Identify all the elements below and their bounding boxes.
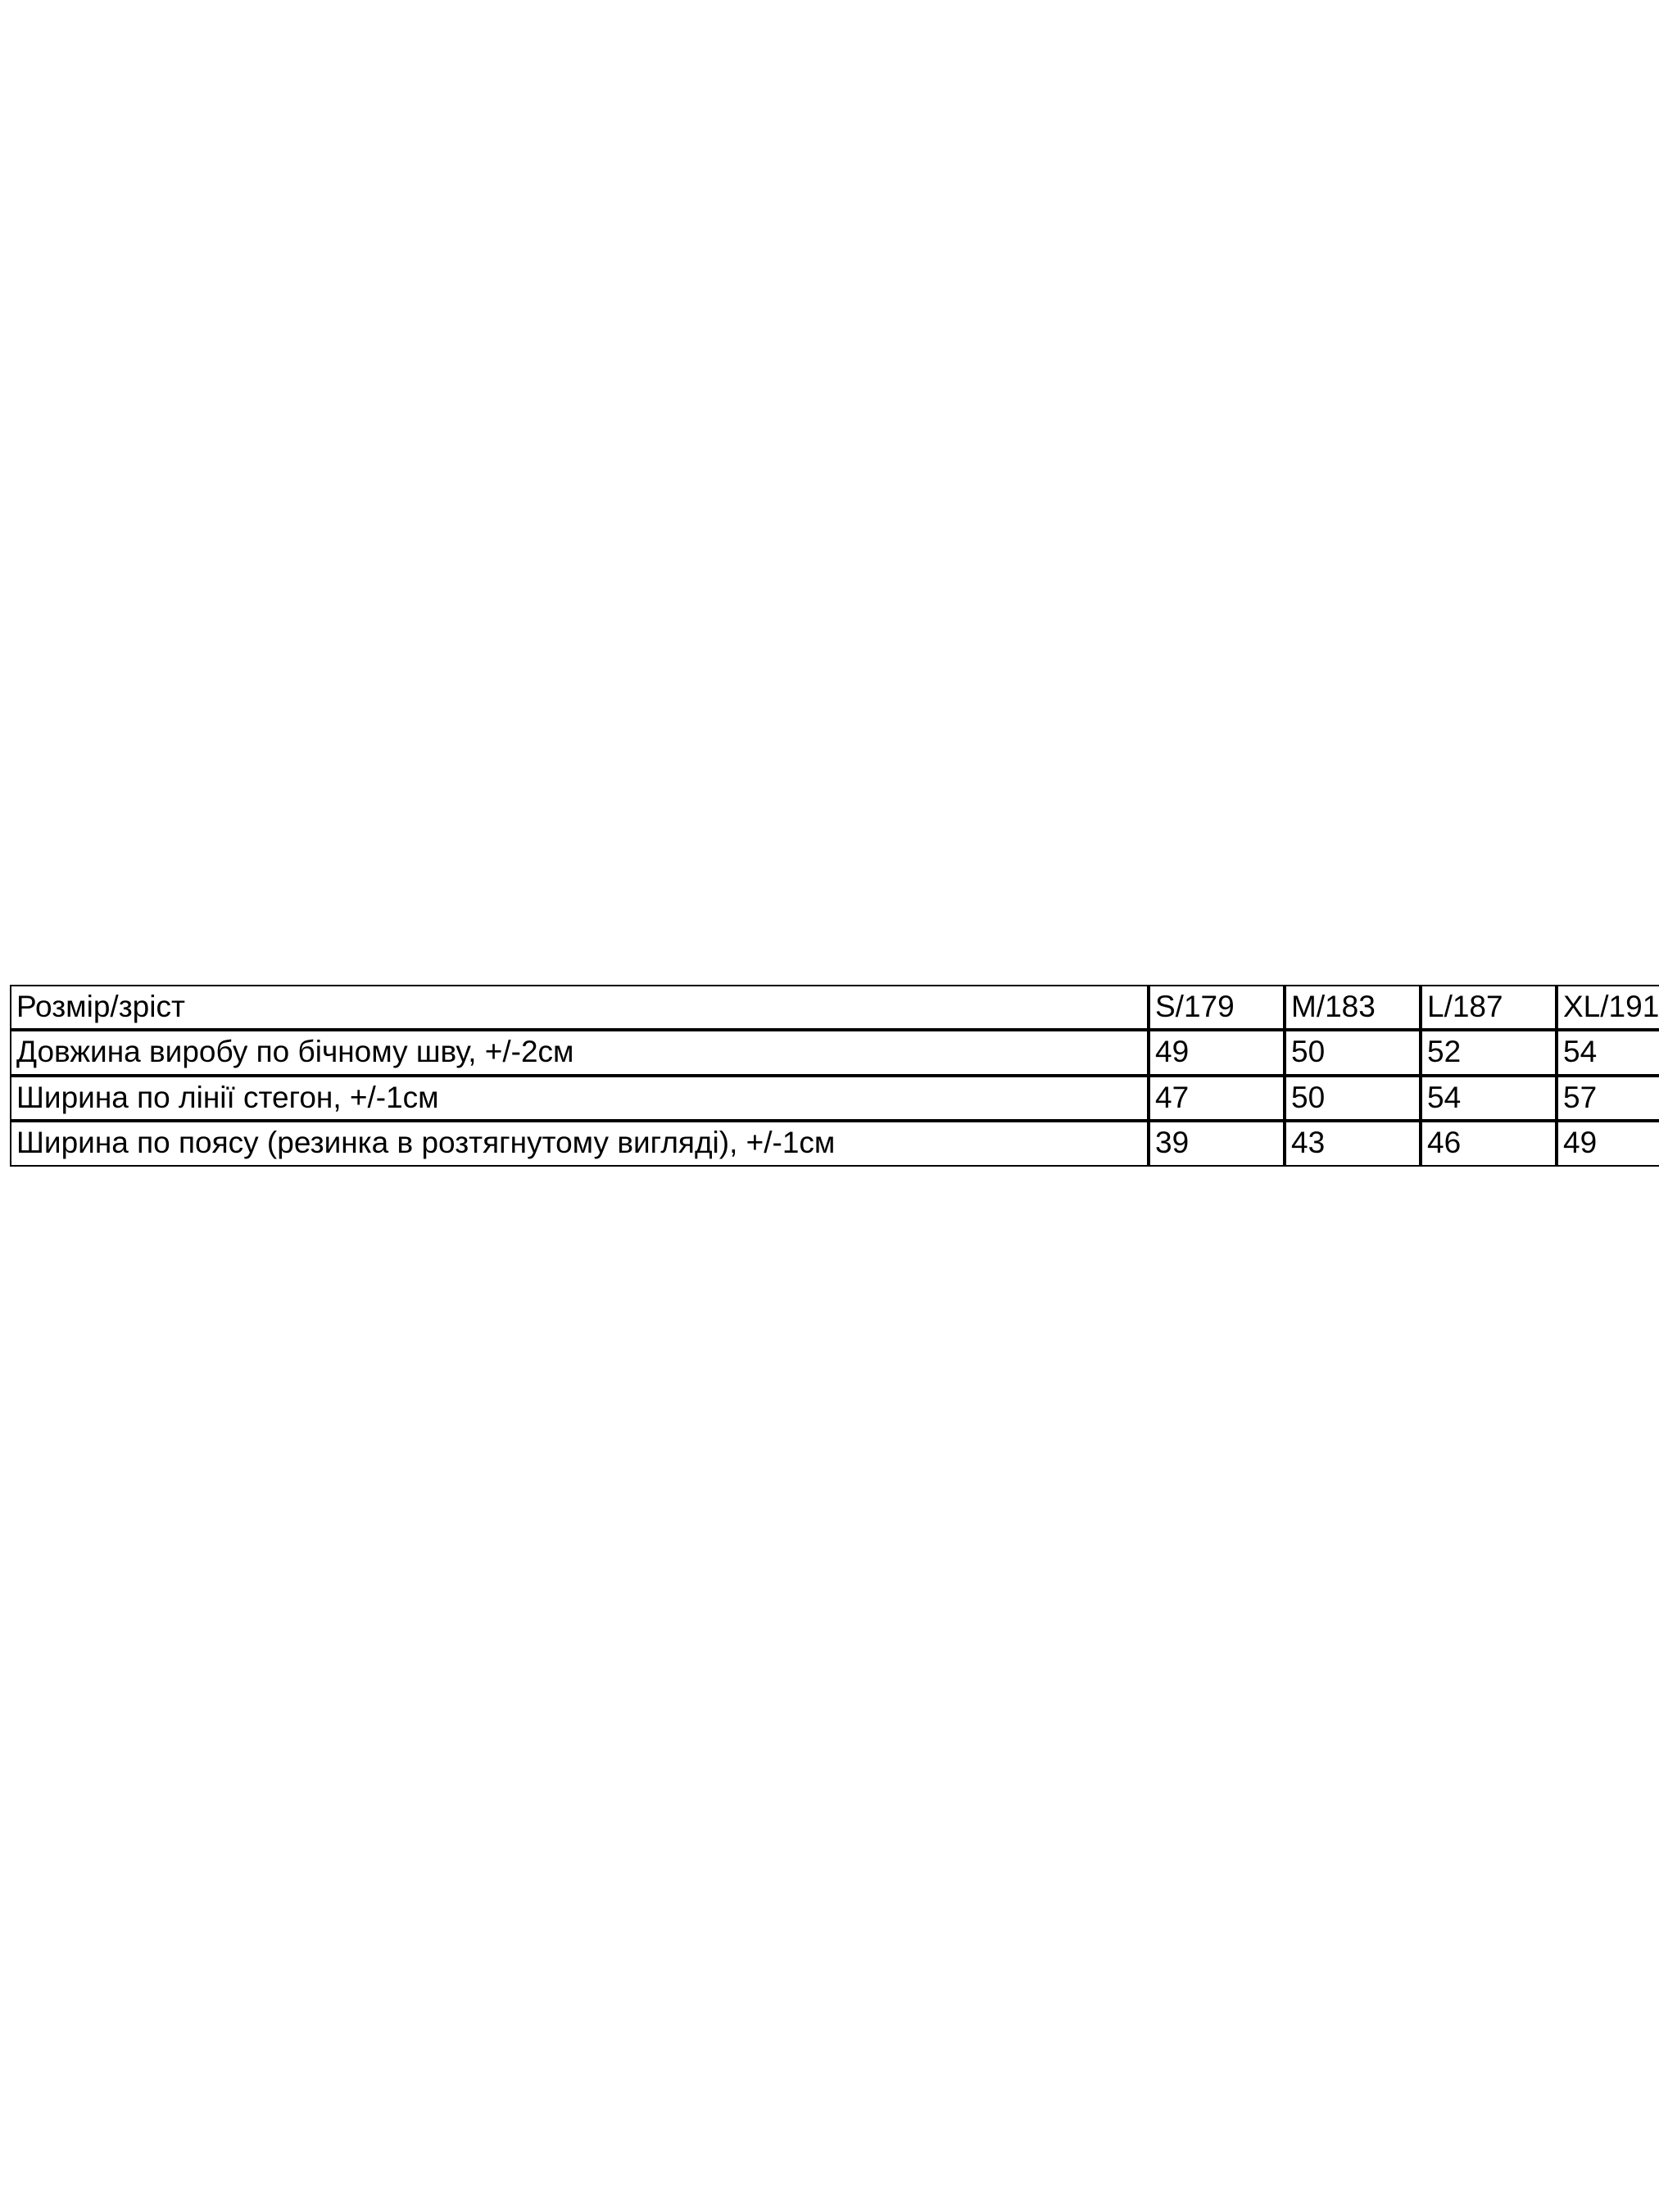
table-header-row xyxy=(10,985,1659,1030)
row-hip-value-m: 50 xyxy=(1285,1076,1421,1121)
row-label-waist-width: Ширина по поясу (резинка в розтягнутому вигляді), +/-1см xyxy=(10,1121,1149,1166)
size-table-container xyxy=(10,985,1659,1167)
row-hip-value-xl: 57 xyxy=(1557,1076,1659,1121)
row-length-value-l: 52 xyxy=(1421,1030,1557,1075)
row-length-value-s: 49 xyxy=(1149,1030,1285,1075)
table-header-size-l: L/187 xyxy=(1421,985,1557,1030)
row-waist-value-xl: 49 xyxy=(1557,1121,1659,1166)
row-label-hip-width: Ширина по лінії стегон, +/-1см xyxy=(10,1076,1149,1121)
row-length-value-xl: 54 xyxy=(1557,1030,1659,1075)
row-length-value-m: 50 xyxy=(1285,1030,1421,1075)
row-label-length: Довжина виробу по бічному шву, +/-2см xyxy=(10,1030,1149,1075)
row-waist-value-l: 46 xyxy=(1421,1121,1557,1166)
row-hip-value-s: 47 xyxy=(1149,1076,1285,1121)
row-waist-value-m: 43 xyxy=(1285,1121,1421,1166)
table-row xyxy=(10,1121,1659,1166)
row-waist-value-s: 39 xyxy=(1149,1121,1285,1166)
table-header-size-s: S/179 xyxy=(1149,985,1285,1030)
table-header-size-xl: XL/191 xyxy=(1557,985,1659,1030)
table-header-label: Розмір/зріст xyxy=(10,985,1149,1030)
size-chart-table xyxy=(10,985,1659,1167)
table-row xyxy=(10,1076,1659,1121)
table-row xyxy=(10,1030,1659,1075)
table-header-size-m: M/183 xyxy=(1285,985,1421,1030)
row-hip-value-l: 54 xyxy=(1421,1076,1557,1121)
